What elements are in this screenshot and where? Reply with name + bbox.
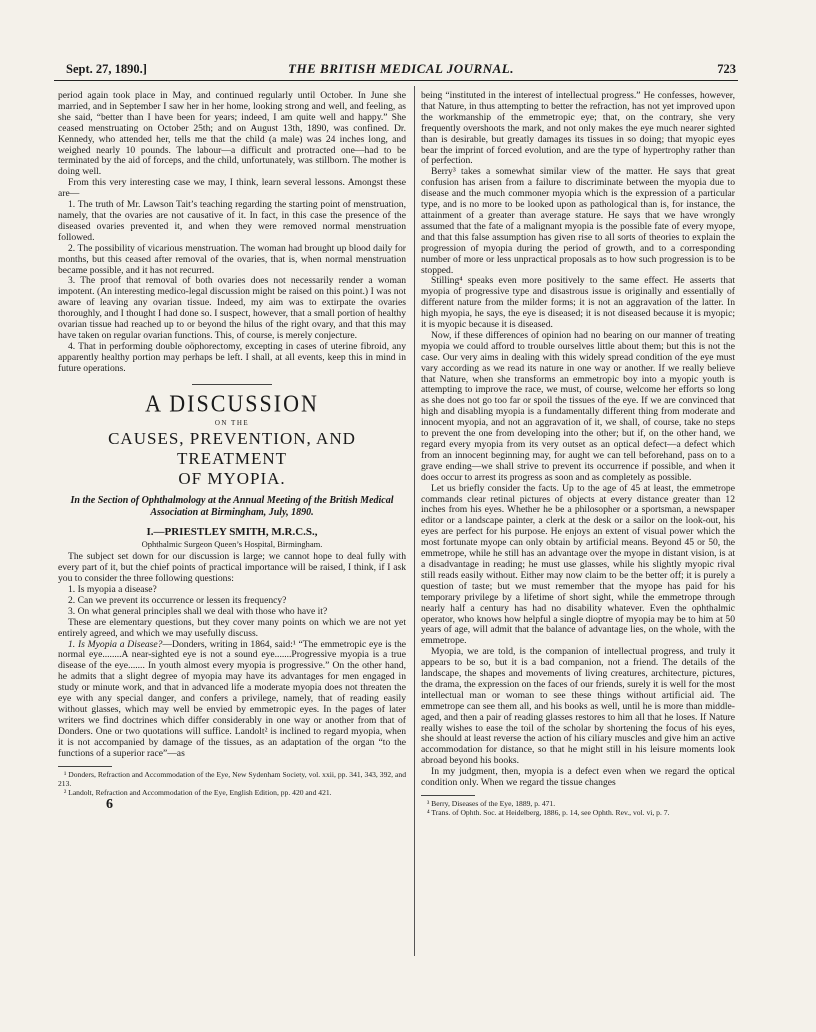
left-column bbox=[58, 91, 406, 810]
paragraph: 2. The possibility of vicarious menstruation. The woman had brought up blood daily for months, but this ceased after removal of the ovaries, that is, when normal menstruation became possible, and it has not recurred. bbox=[58, 242, 406, 276]
column-divider bbox=[414, 86, 415, 956]
signature-mark: 6 bbox=[106, 796, 113, 812]
paragraph: Stilling⁴ speaks even more positively to the same effect. He asserts that myopia of progressive type and disastrous issue is originally and essentially of different nature from the milder forms; it is not an aggravation of the latter. In high myopia, he says, the eye is diseased; it is not diseased because it is myopic; it is myopic because it is diseased. bbox=[421, 275, 735, 331]
footnote: ⁴ Trans. of Ophth. Soc. at Heidelberg, 1886, p. 14, see Ophth. Rev., vol. vi, p. 7. bbox=[427, 808, 670, 817]
page-header bbox=[66, 58, 736, 80]
paragraph: Now, if these differences of opinion had no bearing on our manner of treating myopia we could afford to trouble ourselves little about them; but this is not the case. Our very aims in dealing with this widely spread condition of the eye must vary according as we read its nature in one way or another. If we really believe that Nature, when she transforms an emmetropic boy into a myopic youth is attempting to improve the race, we must, of course, welcome her efforts so long as she does not go too far or spoil the tissues of the eye. If we are convinced that high and disabling myopia is a fundamentally different thing from moderate and innocent myopia, and not an aggravation of it, we shall, of course, take no steps to prevent the one from developing into the other; but if, on the other hand, we regard every myopia from its very outset as an optical defect—a defect which from an innocent beginning may, for aught we can tell beforehand, pass on to a grave ending—we shall strive to prevent its occurrence if possible, and when it does occur to arrest its progress as soon and as completely as possible. bbox=[421, 329, 735, 483]
footnote: ³ Berry, Diseases of the Eye, 1889, p. 471. bbox=[427, 799, 556, 808]
page-number: 723 bbox=[717, 62, 736, 76]
article-subtitle: CAUSES, PREVENTION, AND TREATMENT bbox=[108, 429, 356, 469]
paragraph: Let us briefly consider the facts. Up to the age of 45 at least, the emmetrope commands clear retinal pictures of objects at every distance greater than 12 inches from his eyes. Whether he be a philosopher or a sportsman, a newspaper editor or a landscape painter, a clerk at the desk or a sailor on the look-out, his eyes are perfect for his purpose. He enjoys an extent of visual power which the most fortunate myope can only obtain by artificial means. Beyond 45 or 50, the emmetrope, while he still has an advantage over the myope in distant vision, is at a disadvantage in reading; he must use glasses, while his slightly myopic rival still reads easily without. Either may now claim to be the better off; it is purely a question of taste; but we must remember that the myope has paid for his temporary privilege by a lifetime of short sight, while the emmetrope through nearly half a century has had no disability whatever. Even the ophthalmic operator, who knows how helpful a single dioptre of myopia may be to him at 50 years of age, will admit that the balance of advantage lies, on the whole, with the emmetrope. bbox=[421, 482, 735, 647]
speaker-affiliation: Ophthalmic Surgeon Queen’s Hospital, Birmingham. bbox=[141, 539, 323, 550]
paragraph: These are elementary questions, but they cover many points on which we are not yet entirely agreed, and which we may usefully discuss. bbox=[58, 616, 406, 639]
section-rule bbox=[192, 384, 272, 385]
list-item: 2. Can we prevent its occurrence or lessen its frequency? bbox=[68, 594, 287, 606]
paragraph: In my judgment, then, myopia is a defect even when we regard the optical condition only. When we regard the tissue changes bbox=[421, 766, 735, 789]
footnote: ¹ Donders, Refraction and Accommodation of the Eye, New Sydenham Society, vol. xxii, pp. 341, 343, 392, and 213. bbox=[58, 769, 406, 788]
paragraph-body: —Donders, writing in 1864, said:¹ “The emmetropic eye is the normal eye........A near-sighted eye is not a sound eye.......Progressive myopia is a true disease of the eye....... In youth almost every myopia is progressive.” On the other hand, he admits that a slight degree of myopia may have its advantages for men engaged in study or minute work, and that in advanced life a moderate myopia does not threaten the eye with any special danger, and confers a privilege, namely, that of reading easily without glasses, which may well be envied by emmetropic eyes. In the pages of later writers we find doctrines which differ considerably in one way or another from that of Donders. One or two quotations will suffice. Landolt² is inclined to regard myopia, when it is not accompanied by damage of the tissues, as an adaptation of the organ “to the functions of a superior race”—as bbox=[58, 638, 406, 759]
article-title: A DISCUSSION bbox=[145, 389, 319, 417]
article-subtitle: OF MYOPIA. bbox=[178, 469, 286, 489]
footnote: ² Landolt, Refraction and Accommodation of the Eye, English Edition, pp. 420 and 421. bbox=[64, 787, 332, 797]
paragraph: Berry³ takes a somewhat similar view of the matter. He says that great confusion has arisen from a failure to discriminate between the myopia due to disease and the much commoner myopia which is the expression of a particular type, and is no more to be looked upon as pathological than is, for instance, the attainment of a greater than average stature. He says that we have wrongly assumed that the fate of a malignant myopia is the possible fate of every myope, and that this false assumption has given rise to all sorts of theories to explain the progression of myopia during the period of growth, and to a corresponding number of more or less unpractical proposals as to how such progression is to be stopped. bbox=[421, 166, 735, 276]
footnote-rule bbox=[421, 795, 475, 796]
paragraph: Myopia, we are told, is the companion of intellectual progress, and truly it appears to be so, but it is a bad companion, not a friend. The details of the landscape, the shapes and movements of living creatures, architecture, pictures, the drama, the expression on the faces of our friends, surely it is well for the most intellectual man or woman to see these things without artificial aid. The emmetrope can see them all, and his books as well, until he is more than middle-aged, and then a pair of reading glasses restores to him all that he loses. If Nature really wishes to ease the toil of the scholar by shortening the focus of his eyes, she should at least reverse the action of his ciliary muscles and give him an active accommodation for distance, so that he might still in his leisure moments look abroad beyond his books. bbox=[421, 646, 735, 767]
title-connector: ON THE bbox=[214, 418, 250, 427]
occasion-line: In the Section of Ophthalmology at the Annual Meeting of the British Medical Association at Birmingham, July, 1890. bbox=[70, 495, 394, 519]
list-item: 3. On what general principles shall we deal with those who have it? bbox=[68, 605, 328, 617]
footnote-rule bbox=[58, 766, 112, 767]
right-column bbox=[421, 91, 735, 817]
paragraph: period again took place in May, and continued regularly until October. In June she married, and in September I saw her in her home, looking strong and well, and feeling, as she said, “better than I have been for years; indeed, I am quite well and happy.” She ceased menstruating on October 25th; and on August 13th, 1890, was confined. Dr. Kennedy, who attended her, tells me that the child (a male) was 24 inches long, and weighed nearly 10 pounds. The labour—a difficult and protracted one—had to be terminated by the aid of forceps, and the child, unfortunately, was stillborn. The mother is doing well. bbox=[58, 90, 406, 178]
list-item: 1. Is myopia a disease? bbox=[68, 584, 157, 595]
issue-date: Sept. 27, 1890.] bbox=[66, 62, 147, 76]
paragraph: 3. The proof that removal of both ovaries does not necessarily render a woman impotent. (An interesting medico-legal discussion might be raised on this point.) I was not aware of leaving any ovarian tissue. Indeed, my aim was to extirpate the ovaries thoroughly, and I thought I had done so. I suspect, however, that a small portion of healthy ovarian tissue had reached up to or beyond the hilus of the right ovary, and that this may have taken on regular ovarian functions. This, of course, is merely conjecture. bbox=[58, 275, 406, 341]
paragraph bbox=[58, 640, 406, 760]
journal-title: THE BRITISH MEDICAL JOURNAL. bbox=[288, 61, 514, 76]
paragraph: being “instituted in the interest of intellectual progress.” He confesses, however, that Nature, in thus attempting to better the refraction, has not yet improved upon the workmanship of the emmetropic eye; that, on the contrary, she very frequently overshoots the mark, and not only makes the eye much nearer sighted than is desirable, but greatly damages its tissues in so doing; that myopic eyes bear the imprint of forced evolution, and are the type of hypertrophy rather than of perfection. bbox=[421, 90, 735, 167]
question-list bbox=[58, 585, 406, 618]
header-rule bbox=[54, 80, 738, 81]
paragraph: The subject set down for our discussion is large; we cannot hope to deal fully with every part of it, but the chief points of practical importance will be raised, I think, if I ask you to consider the three following questions: bbox=[58, 551, 406, 585]
speaker-name: I.—PRIESTLEY SMITH, M.R.C.S., bbox=[146, 526, 318, 539]
paragraph: 4. That in performing double oöphorectomy, excepting in cases of uterine fibroid, any apparently healthy portion may perhaps be left. I shall, at all events, keep this in mind in future operations. bbox=[58, 340, 406, 374]
paragraph: 1. The truth of Mr. Lawson Tait’s teaching regarding the starting point of menstruation, namely, that the ovaries are not causative of it. In fact, in this case the presence of the diseased ovaries prevented it, and when they were removed normal menstruation followed. bbox=[58, 199, 406, 243]
section-heading: 1. Is Myopia a Disease? bbox=[68, 638, 163, 650]
paragraph: From this very interesting case we may, I think, learn several lessons. Amongst these are— bbox=[58, 177, 406, 200]
